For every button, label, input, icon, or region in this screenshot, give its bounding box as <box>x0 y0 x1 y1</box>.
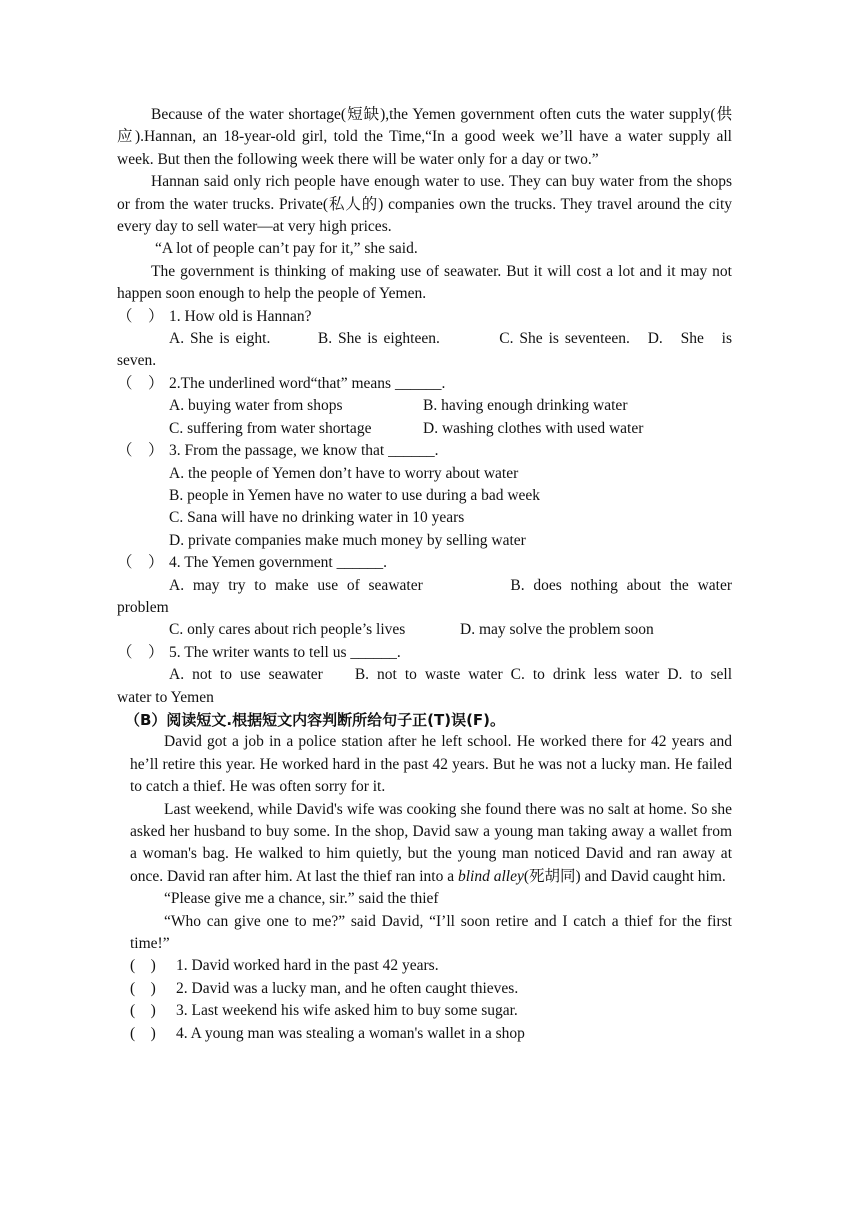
passage-a-paragraph-3: “A lot of people can’t pay for it,” she said. <box>155 240 418 258</box>
passage-b-paragraph-2 <box>130 799 732 889</box>
question-3-option-d: D. private companies make much money by selling water <box>169 531 526 549</box>
option-c: C. suffering from water shortage <box>169 419 372 437</box>
italic-term: blind alley <box>457 867 524 885</box>
answer-blank[interactable]: ( ) <box>130 1002 156 1020</box>
passage-b-paragraph-4: “Who can give one to me?” said David, “I’ll soon retire and I catch a thief for the first time!” <box>130 912 732 953</box>
question-4-options-continued: problem <box>117 598 169 616</box>
answer-blank[interactable]: ( ) <box>130 979 156 997</box>
answer-blank[interactable]: （ ） <box>117 307 164 325</box>
section-b-title: （B）阅读短文.根据短文内容判断所给句子正(T)误(F)。 <box>125 710 506 729</box>
passage-b-paragraph-1: David got a job in a police station after he left school. He worked there for 42 years and he’ll retire this year. He worked hard in the past 42 years. But he was not a lucky man. He failed to catch a thief. He was often sorry for it. <box>130 733 732 796</box>
section-b-passage <box>130 731 732 955</box>
option-b: B. having enough drinking water <box>423 397 628 415</box>
question-5 <box>117 642 732 664</box>
question-1-options: A. She is eight. B. She is eighteen. C. She is seventeen. D. She is <box>169 330 732 348</box>
paragraph-text: Last weekend, while David's wife was cooking she found there was no salt at home. So she asked her husband to buy some. In the shop, David saw a young man taking away a wallet from a woman's bag. He walked to him quietly, but the young man noticed David and ran away at once. David ran after him. At last the thief ran into a <box>130 800 732 885</box>
answer-blank[interactable]: ( ) <box>130 1024 156 1042</box>
question-2 <box>117 373 732 395</box>
question-stem: 4. The Yemen government ______. <box>169 554 387 572</box>
option-a: A. buying water from shops <box>169 397 343 415</box>
answer-blank[interactable]: ( ) <box>130 957 156 975</box>
question-1 <box>117 306 732 328</box>
question-4 <box>117 552 732 574</box>
question-3-option-a: A. the people of Yemen don’t have to worry about water <box>169 464 519 482</box>
answer-blank[interactable]: （ ） <box>117 554 164 572</box>
answer-blank[interactable]: （ ） <box>117 442 164 460</box>
option-d: D. washing clothes with used water <box>423 419 644 437</box>
question-3-option-c: C. Sana will have no drinking water in 10 years <box>169 509 465 527</box>
option-c: C. only cares about rich people’s lives <box>169 621 406 639</box>
question-2-options-cd <box>169 418 732 440</box>
question-3-option-b: B. people in Yemen have no water to use during a bad week <box>169 486 541 504</box>
question-3 <box>117 440 732 462</box>
question-5-options-continued: water to Yemen <box>117 688 214 706</box>
question-stem: 1. How old is Hannan? <box>169 307 312 325</box>
document-page <box>117 104 732 1045</box>
statement-1 <box>130 955 732 977</box>
question-2-options-ab <box>169 395 732 417</box>
statement-text: 3. Last weekend his wife asked him to buy some sugar. <box>176 1002 518 1020</box>
question-1-options-continued: seven. <box>117 352 157 370</box>
question-stem: 3. From the passage, we know that ______. <box>169 442 439 460</box>
statement-text: 2. David was a lucky man, and he often caught thieves. <box>176 979 519 997</box>
question-stem: 2.The underlined word“that” means ______. <box>169 374 446 392</box>
statement-4 <box>130 1023 732 1045</box>
passage-b-paragraph-3: “Please give me a chance, sir.” said the thief <box>164 890 439 908</box>
statement-text: 1. David worked hard in the past 42 years. <box>176 957 439 975</box>
paragraph-text: (死胡同) and David caught him. <box>523 867 726 885</box>
passage-a-paragraph-4: The government is thinking of making use of seawater. But it will cost a lot and it may not happen soon enough to help the people of Yemen. <box>117 262 732 303</box>
question-5-options: A. not to use seawater B. not to waste water C. to drink less water D. to sell <box>169 666 732 684</box>
option-d: D. may solve the problem soon <box>460 621 654 639</box>
question-4-options-cd <box>169 619 732 641</box>
answer-blank[interactable]: （ ） <box>117 374 164 392</box>
passage-a-paragraph-1: Because of the water shortage(短缺),the Yemen government often cuts the water supply(供应).Hannan, an 18-year-old girl, told the Time,“In a good week we’ll have a water supply all week. But then the following week there will be water only for a day or two.” <box>117 106 732 168</box>
question-4-options-ab: A. may try to make use of seawater B. does nothing about the water <box>169 576 732 594</box>
statement-text: 4. A young man was stealing a woman's wallet in a shop <box>176 1024 525 1042</box>
answer-blank[interactable]: （ ） <box>117 643 164 661</box>
statement-2 <box>130 978 732 1000</box>
passage-a-paragraph-2: Hannan said only rich people have enough water to use. They can buy water from the shops or from the water trucks. Private(私人的) companies own the trucks. They travel around the city every day to sell water—at very high prices. <box>117 173 732 236</box>
question-stem: 5. The writer wants to tell us ______. <box>169 643 401 661</box>
statement-3 <box>130 1000 732 1022</box>
